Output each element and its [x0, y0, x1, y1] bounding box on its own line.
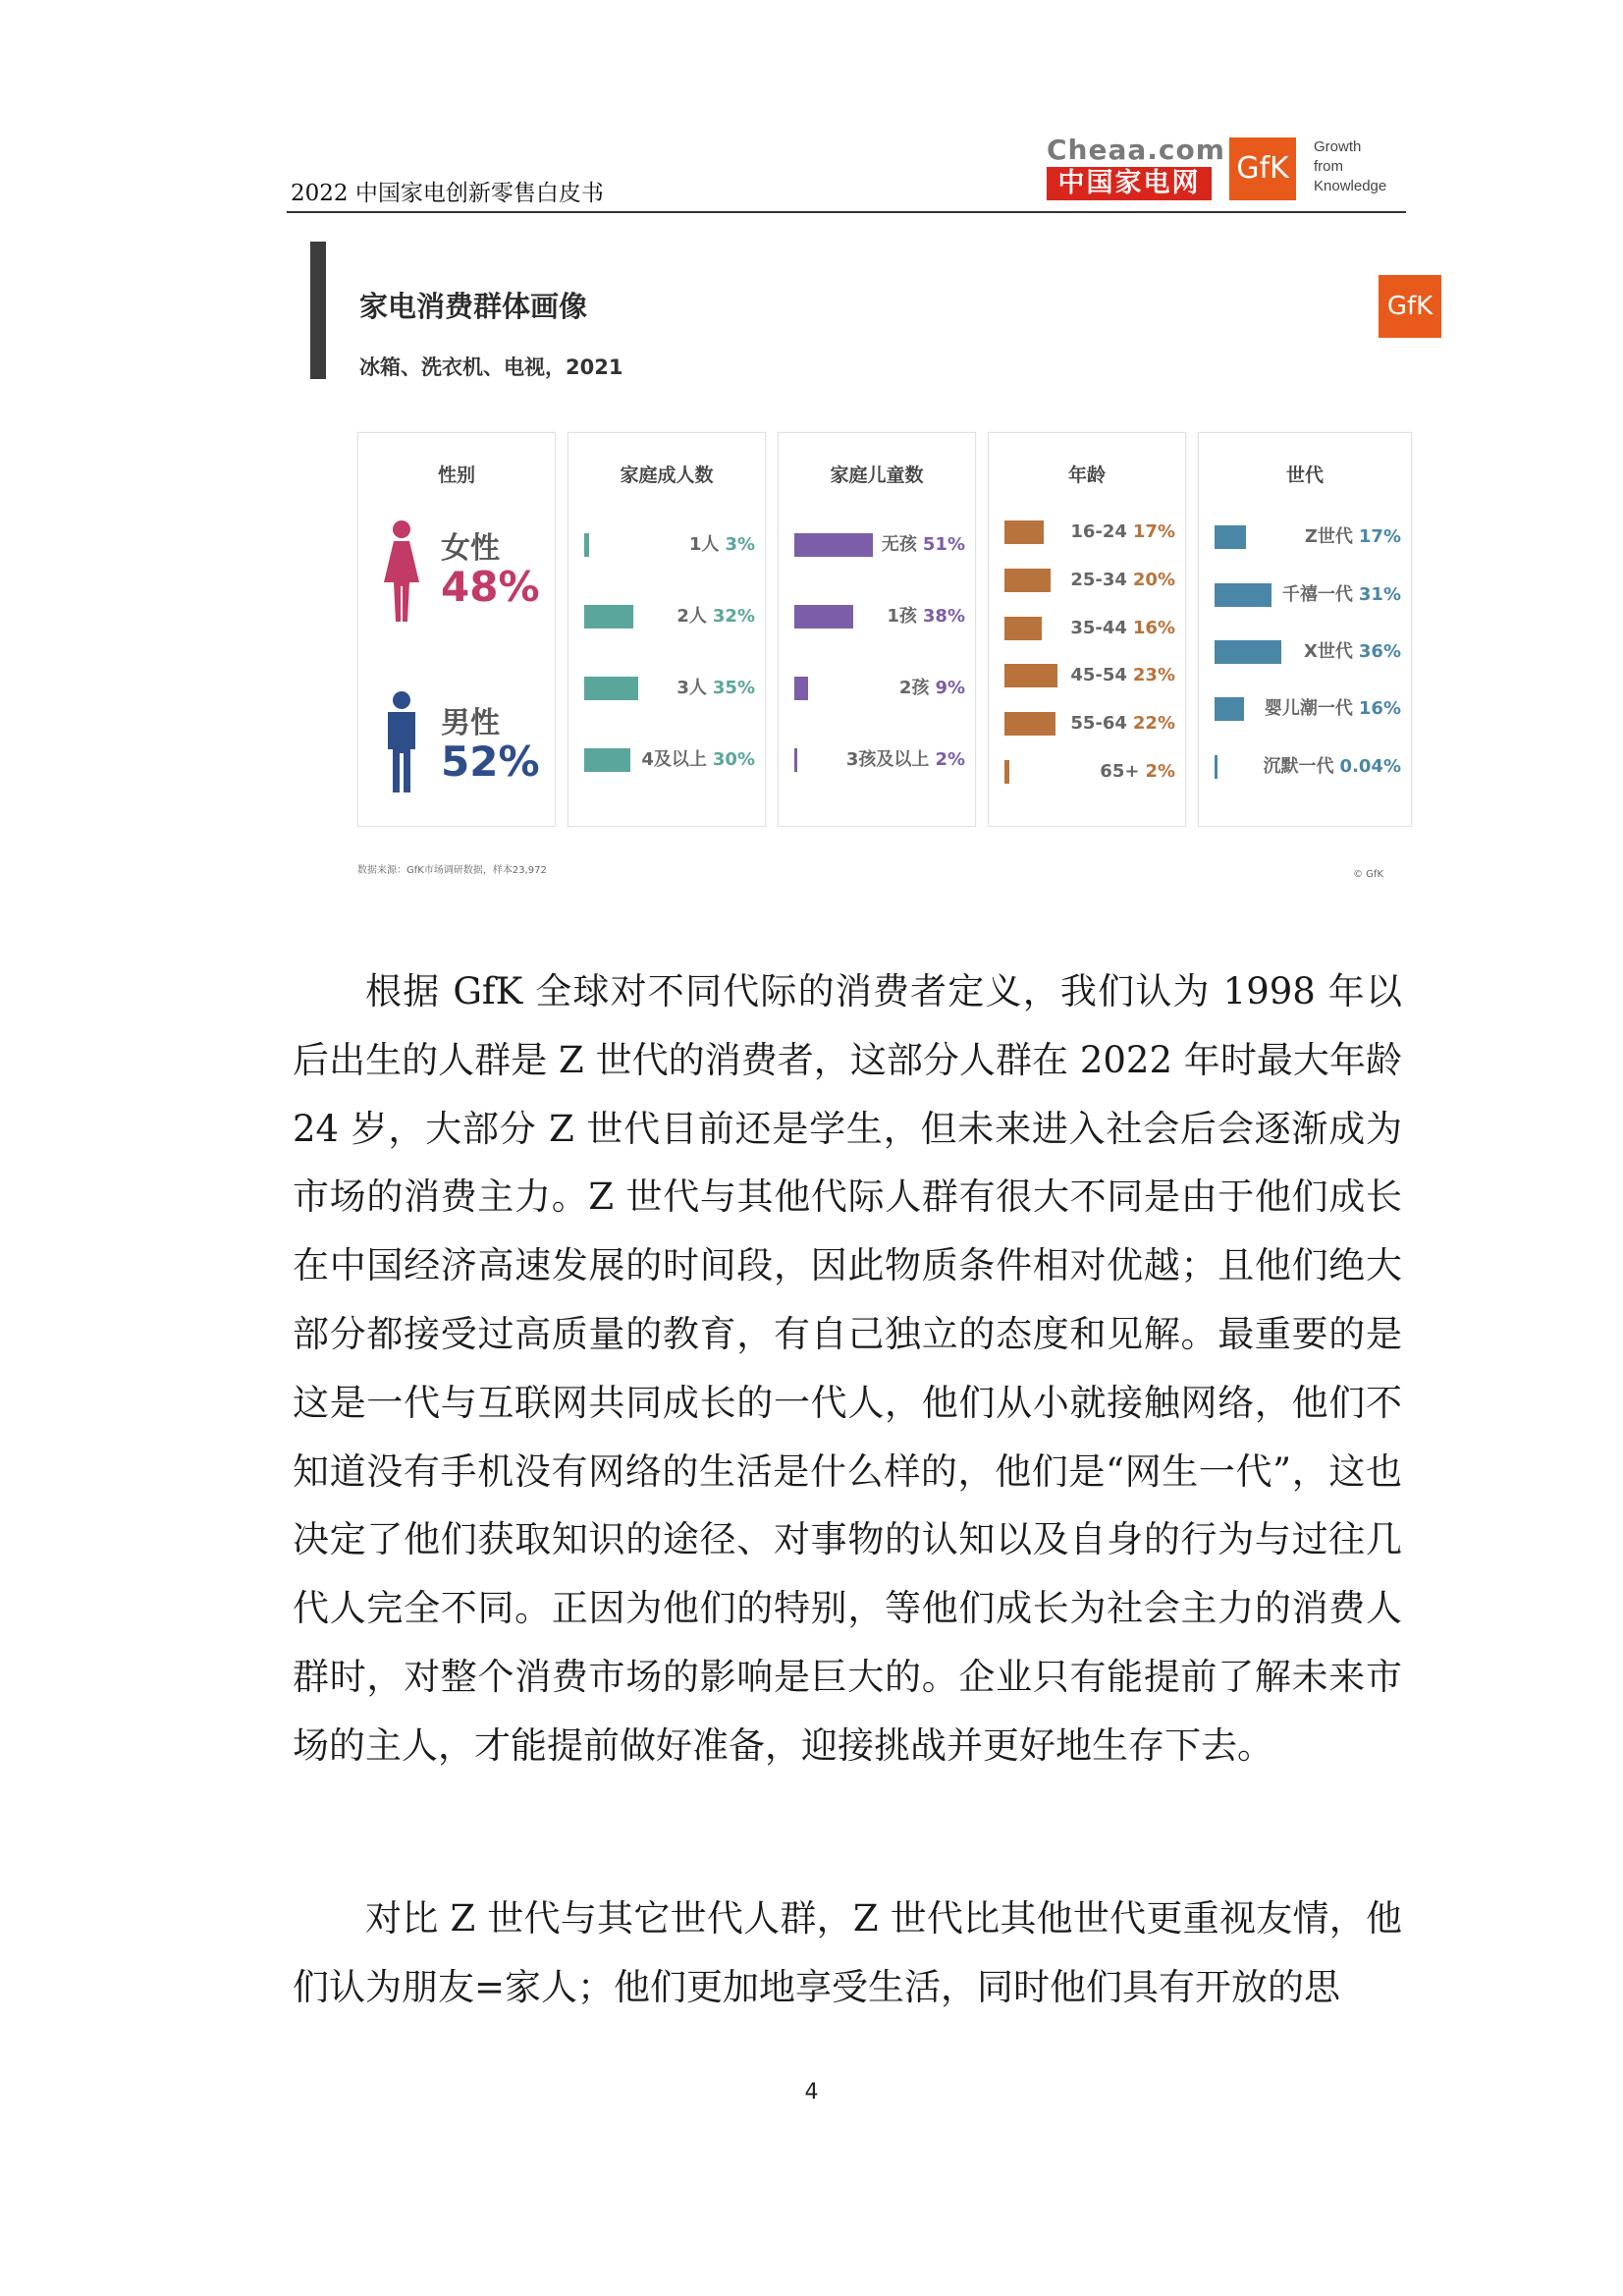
male-person-icon — [382, 690, 421, 793]
body-paragraph: 对比 Z 世代与其它世代人群，Z 世代比其他世代更重视友情，他们认为朋友=家人；他们更加地享受生活，同时他们具有开放的思 — [293, 1897, 1402, 2008]
bar — [584, 677, 638, 700]
bar — [1215, 697, 1244, 721]
bar-row — [1199, 581, 1411, 611]
cheaa-logo-en: Cheaa.com — [1047, 134, 1225, 166]
category-label: 4及以上 — [641, 748, 707, 770]
bar-label — [689, 533, 755, 557]
bar-label — [1070, 520, 1175, 544]
gfk-tagline-line: from — [1314, 158, 1343, 175]
female-person-icon — [382, 519, 421, 622]
panel-title: 家庭成人数 — [620, 465, 714, 486]
bar — [584, 748, 630, 772]
header-divider — [287, 211, 1406, 213]
bar-label — [641, 748, 755, 772]
category-label: 55-64 — [1070, 713, 1127, 734]
female-label: 女性 — [441, 531, 500, 566]
bar-label — [1070, 712, 1175, 736]
male-label: 男性 — [441, 706, 500, 740]
value-label: 20% — [1132, 570, 1175, 590]
bar-label — [1282, 583, 1401, 607]
bar-label — [1070, 617, 1175, 640]
bar-row — [568, 746, 765, 776]
bar — [1004, 520, 1044, 544]
bar — [1004, 617, 1042, 640]
bar-label — [846, 748, 965, 772]
copyright: © GfK — [1353, 869, 1384, 880]
bar-row — [989, 758, 1185, 788]
value-label: 32% — [712, 605, 755, 627]
bar-row — [779, 531, 975, 561]
bar-row — [568, 603, 765, 632]
value-label: 0.04% — [1339, 755, 1401, 777]
category-label: 16-24 — [1070, 521, 1127, 543]
age-panel — [988, 432, 1186, 827]
category-label: 45-54 — [1070, 665, 1127, 686]
bar-row — [568, 531, 765, 561]
bar — [794, 748, 797, 772]
gender-panel — [357, 432, 556, 827]
bar-label — [1304, 640, 1401, 664]
infographic-accent-bar — [310, 242, 326, 379]
bar — [584, 605, 633, 629]
category-label: 1人 — [688, 533, 720, 555]
category-label: 1孩 — [887, 605, 917, 627]
body-paragraph: 根据 GfK 全球对不同代际的消费者定义，我们认为 1998 年以后出生的人群是 Z 世代的消费者，这部分人群在 2022 年时最大年龄 24 岁，大部分 Z 世代目前还是学生，但未来进入社会后会逐渐成为市场的消费主力。Z 世代与其他代际人群有很大不同是由于他们成长在中国经济高速发展的时间段，因此物质条件相对优越；且他们绝大部分都接受过高质量的教育，有自己独立的态度和见解。最重要的是这是一代与互联网共同成长的一代人，他们从小就接触网络，他们不知道没有手机没有网络的生活是什么样的，他们是“网生一代”，这也决定了他们获取知识的途径、对事物的认知以及自身的行为与过往几代人完全不同。正因为他们的特别，等他们成长为社会主力的消费人群时，对整个消费市场的影响是巨大的。企业只有能提前了解未来市场的主人，才能提前做好准备，迎接挑战并更好地生存下去。 — [293, 970, 1402, 1767]
bar-row — [989, 615, 1185, 644]
panel-title: 世代 — [1285, 465, 1324, 486]
value-label: 2% — [1145, 760, 1175, 782]
bar-row — [989, 519, 1185, 548]
document-title: 2022 中国家电创新零售白皮书 — [291, 181, 604, 206]
value-label: 22% — [1132, 713, 1175, 734]
value-label: 38% — [922, 605, 965, 627]
panel-title: 性别 — [437, 465, 475, 486]
bar — [1004, 569, 1051, 592]
value-label: 17% — [1132, 521, 1175, 543]
source-note: 数据来源：GfK市场调研数据，样本23,972 — [357, 865, 547, 876]
category-label: 2人 — [676, 605, 707, 627]
category-label: 沉默一代 — [1263, 755, 1334, 777]
bar-row — [989, 710, 1185, 739]
male-percent: 52% — [441, 738, 540, 786]
bar-row — [1199, 695, 1411, 725]
bar-label — [899, 677, 965, 700]
bar-row — [779, 675, 975, 704]
bar-row — [779, 603, 975, 632]
generation-panel — [1198, 432, 1412, 827]
gfk-tagline — [1314, 137, 1386, 196]
category-label: 35-44 — [1070, 617, 1127, 638]
bar — [1215, 755, 1217, 779]
bar — [1004, 712, 1055, 736]
value-label: 31% — [1358, 583, 1401, 605]
infographic-subtitle: 冰箱、洗衣机、电视，2021 — [359, 355, 623, 379]
infographic-title: 家电消费群体画像 — [359, 290, 588, 323]
bar-row — [989, 567, 1185, 596]
value-label: 17% — [1358, 526, 1401, 548]
bar — [794, 677, 808, 700]
bar-row — [989, 662, 1185, 691]
value-label: 9% — [935, 677, 965, 698]
value-label: 2% — [935, 748, 965, 770]
panel-title: 家庭儿童数 — [830, 465, 924, 486]
value-label: 36% — [1358, 641, 1401, 662]
category-label: 3人 — [676, 677, 707, 698]
gfk-logo: GfK — [1229, 137, 1296, 200]
category-label: 3孩及以上 — [845, 748, 930, 770]
gfk-tagline-line: Growth — [1314, 138, 1362, 155]
bar-row — [568, 675, 765, 704]
page-number: 4 — [804, 2080, 819, 2105]
category-label: 2孩 — [898, 677, 930, 698]
bar-label — [1264, 755, 1401, 779]
bar-label — [887, 605, 965, 629]
bar-label — [1305, 525, 1401, 549]
bar-row — [1199, 753, 1411, 783]
category-label: Z世代 — [1304, 526, 1353, 548]
bar — [1215, 640, 1281, 664]
value-label: 23% — [1132, 665, 1175, 686]
bar — [1215, 583, 1271, 607]
bar-label — [882, 533, 965, 557]
children-panel — [778, 432, 976, 827]
bar-row — [779, 746, 975, 776]
female-percent: 48% — [441, 563, 540, 611]
bar-label — [1070, 569, 1175, 592]
bar — [1004, 760, 1009, 784]
bar-label — [1070, 664, 1175, 687]
value-label: 35% — [712, 677, 755, 698]
bar-label — [1100, 760, 1175, 784]
value-label: 3% — [725, 533, 755, 555]
bar-label — [676, 605, 755, 629]
category-label: 无孩 — [881, 533, 917, 555]
category-label: 千禧一代 — [1281, 583, 1353, 605]
bar — [584, 533, 589, 557]
bar — [1004, 664, 1057, 687]
category-label: X世代 — [1304, 641, 1353, 662]
bar — [794, 533, 873, 557]
category-label: 婴儿潮一代 — [1264, 698, 1353, 720]
cheaa-logo — [1047, 134, 1225, 200]
bar-row — [1199, 638, 1411, 668]
value-label: 16% — [1358, 698, 1401, 720]
bar-label — [1265, 697, 1401, 721]
bar-row — [1199, 523, 1411, 553]
category-label: 25-34 — [1070, 570, 1127, 590]
panel-title: 年龄 — [1067, 465, 1106, 486]
adults-panel — [568, 432, 766, 827]
bar-label — [676, 677, 755, 700]
bar — [794, 605, 853, 629]
value-label: 30% — [712, 748, 755, 770]
gfk-badge: GfK — [1379, 275, 1441, 338]
bar — [1215, 525, 1246, 549]
category-label: 65+ — [1100, 760, 1140, 782]
cheaa-logo-cn: 中国家电网 — [1047, 167, 1212, 200]
value-label: 16% — [1132, 617, 1175, 638]
value-label: 51% — [922, 533, 965, 555]
gfk-tagline-line: Knowledge — [1314, 178, 1387, 194]
